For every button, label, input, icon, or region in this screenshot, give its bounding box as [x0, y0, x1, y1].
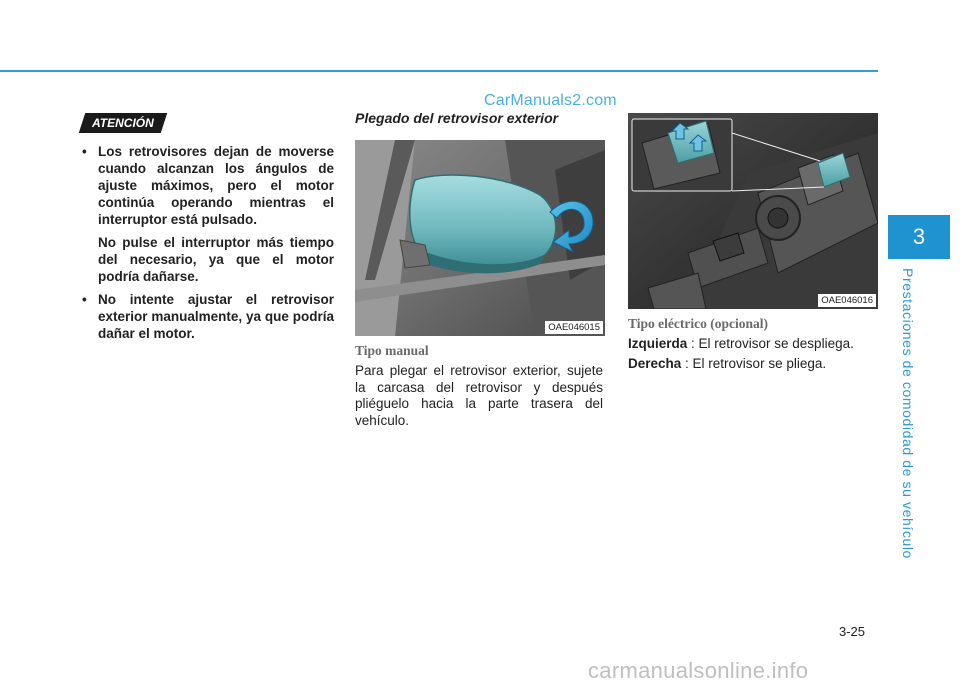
left-definition	[628, 336, 854, 351]
figure-code: OAE046016	[818, 294, 876, 307]
left-text: : El retrovisor se despliega.	[687, 336, 854, 351]
right-label: Derecha	[628, 356, 682, 371]
figure-code: OAE046015	[545, 321, 603, 334]
caution-item-note: No pulse el interruptor más tiempo del necesario, ya que el motor podría dañarse.	[98, 235, 334, 284]
right-text: : El retrovisor se pliega.	[681, 356, 827, 371]
caution-badge-label: ATENCIÓN	[92, 116, 154, 130]
top-rule	[0, 70, 878, 72]
chapter-tab[interactable]: 3	[888, 215, 950, 259]
caution-list	[80, 143, 334, 348]
figure-electric-switch	[628, 113, 878, 309]
caution-item-text: • Los retrovisores dejan de moverse cuando alcanzan los ángulos de ajuste máximos, pero el motor continúa operando mientras el interruptor está pulsado.	[98, 144, 334, 227]
watermark-top[interactable]: CarManuals2.com	[484, 92, 617, 109]
chapter-title: Prestaciones de comodidad de su vehículo	[900, 268, 916, 559]
manual-text: Para plegar el retrovisor exterior, sujete la carcasa del retrovisor y después pliéguelo hacia la parte trasera del vehículo.	[355, 363, 603, 428]
right-definition	[628, 356, 826, 371]
caution-item-text: • No intente ajustar el retrovisor exterior manualmente, ya que podría dañar el motor.	[98, 292, 334, 341]
list-item	[80, 143, 334, 285]
manual-heading: Tipo manual	[355, 343, 429, 358]
caution-badge	[79, 113, 167, 133]
page-number: 3-25	[839, 624, 866, 639]
section-heading: Plegado del retrovisor exterior	[355, 110, 559, 126]
watermark-bottom[interactable]: carmanualsonline.info	[588, 658, 809, 683]
manual-mirror-illustration	[355, 140, 605, 336]
list-item	[80, 291, 334, 342]
left-label: Izquierda	[628, 336, 688, 351]
figure-manual-mirror	[355, 140, 605, 336]
electric-switch-illustration	[628, 113, 878, 309]
electric-heading: Tipo eléctrico (opcional)	[628, 316, 768, 331]
